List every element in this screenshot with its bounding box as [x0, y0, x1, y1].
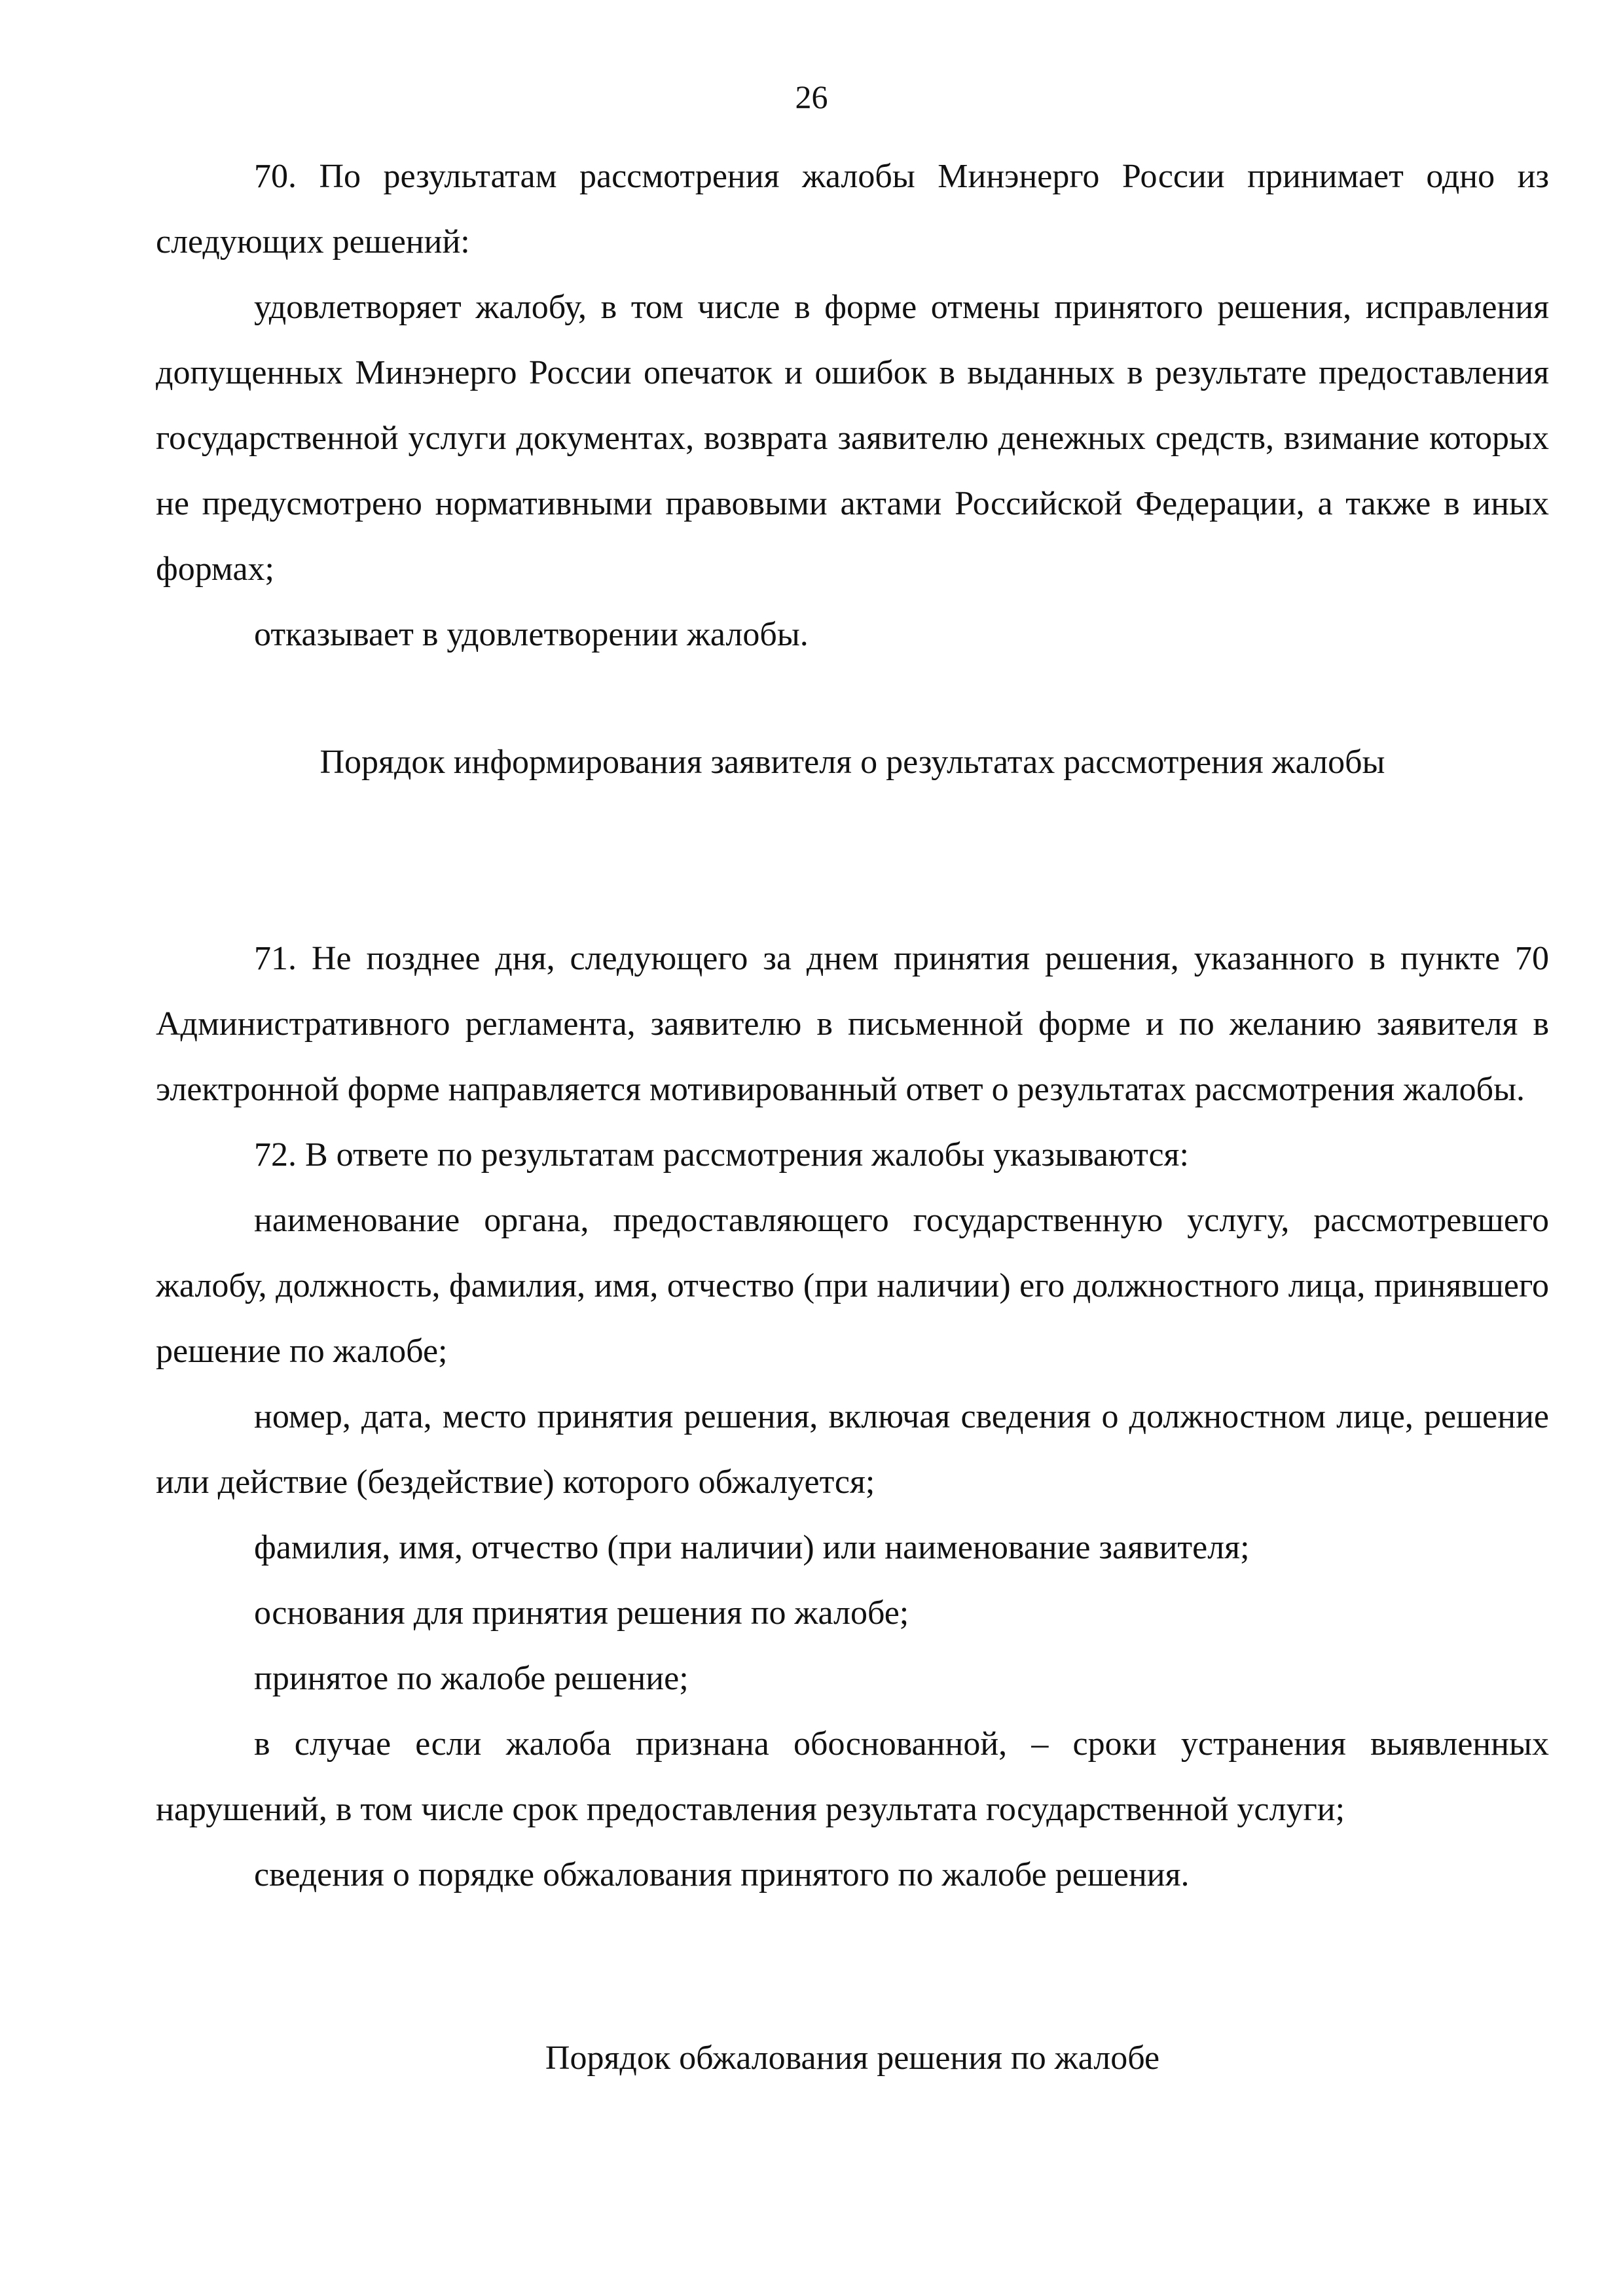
paragraph-72-appeal: сведения о порядке обжалования принятого по жалобе решения. [254, 1856, 1190, 1893]
spacer [156, 668, 1549, 730]
paragraph-70-satisfy: удовлетворяет жалобу, в том числе в форме отмены принятого решения, исправления допущенных Минэнерго России опечаток и ошибок в выданных в результате предоставления государственной услуги документах, возврата заявителю денежных средств, взимание которых не предусмотрено нормативными правовыми актами Российской Федерации, а также в иных формах; [156, 289, 1549, 588]
paragraph-72-body: наименование органа, предоставляющего государственную услугу, рассмотревшего жалобу, должность, фамилия, имя, отчество (при наличии) его должностного лица, принявшего решение по жалобе; [156, 1202, 1549, 1370]
paragraph-72-terms: в случае если жалоба признана обоснованной, – сроки устранения выявленных нарушений, в том числе срок предоставления результата государственной услуги; [156, 1725, 1549, 1828]
section-heading-appeal: Порядок обжалования решения по жалобе [545, 2039, 1160, 2077]
paragraph-72-decision: принятое по жалобе решение; [254, 1660, 689, 1697]
paragraph-72-number: номер, дата, место принятия решения, включая сведения о должностном лице, решение или действие (бездействие) которого обжалуется; [156, 1398, 1549, 1501]
spacer [156, 1908, 1549, 2026]
paragraph-72-grounds: основания для принятия решения по жалобе; [254, 1594, 909, 1632]
paragraph-70-intro: 70. По результатам рассмотрения жалобы Минэнерго России принимает одно из следующих решений: [156, 158, 1549, 260]
spacer [156, 795, 1549, 926]
paragraph-70-refuse: отказывает в удовлетворении жалобы. [254, 616, 809, 653]
paragraph-72-intro: 72. В ответе по результатам рассмотрения жалобы указываются: [254, 1136, 1189, 1174]
section-heading-informing: Порядок информирования заявителя о результатах рассмотрения жалобы [319, 744, 1385, 781]
paragraph-72-name: фамилия, имя, отчество (при наличии) или наименование заявителя; [254, 1529, 1250, 1566]
page-number: 26 [795, 79, 828, 115]
document-body [156, 144, 1549, 2091]
paragraph-71: 71. Не позднее дня, следующего за днем принятия решения, указанного в пункте 70 Административного регламента, заявителю в письменной форме и по желанию заявителя в электронной форме направляется мотивированный ответ о результатах рассмотрения жалобы. [156, 940, 1549, 1108]
